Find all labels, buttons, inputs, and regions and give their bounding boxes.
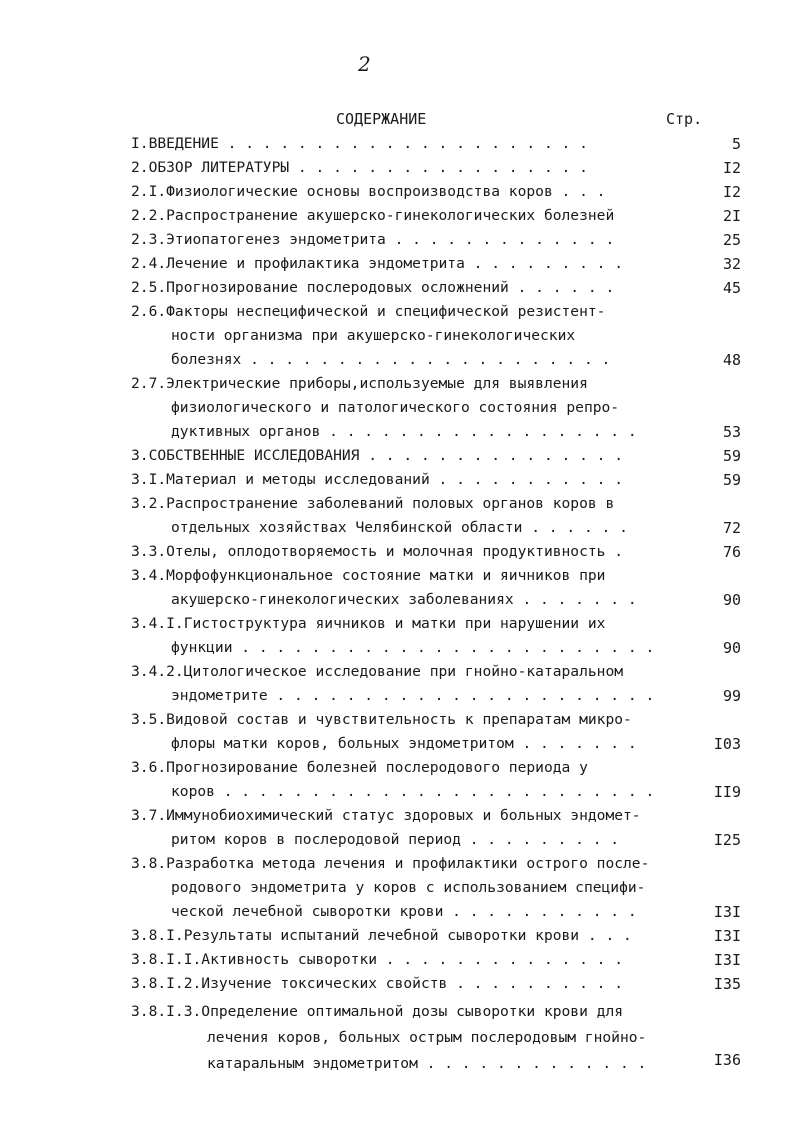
toc-entry-line: I.ВВЕДЕНИЕ . . . . . . . . . . . . . . . . . . . . . [131,135,588,152]
toc-entry-page: 76 [722,543,741,561]
toc-entry-page: 90 [722,591,741,609]
toc-entry-page: 90 [722,639,741,657]
toc-entry-line: 3.8.Разработка метода лечения и профилактики острого после- [131,855,650,872]
toc-entry-line: родового эндометрита у коров с использованием специфи- [171,879,646,896]
toc-entry-line: 3.5.Видовой состав и чувствительность к препаратам микро- [131,711,632,728]
toc-entry-line: эндометрите . . . . . . . . . . . . . . . . . . . . . . [171,687,655,704]
toc-entry-line: 2.2.Распространение акушерско-гинекологических болезней [131,207,615,224]
toc-entry-line: лечения коров, больных острым послеродовым гнойно- [207,1029,647,1046]
toc-entry-page: 48 [722,351,741,369]
toc-entry-line: коров . . . . . . . . . . . . . . . . . . . . . . . . . [171,783,655,800]
toc-entry-page: I25 [713,831,741,849]
toc-entry-line: 2.3.Этиопатогенез эндометрита . . . . . . . . . . . . . [131,231,615,248]
toc-entry-line: 2.6.Факторы неспецифической и специфической резистент- [131,303,606,320]
toc-entry-line: ритом коров в послеродовой период . . . . . . . . . [171,831,620,848]
toc-entry-page: II9 [713,783,741,801]
toc-entry-page: I2 [722,183,741,201]
toc-entry-page: 59 [722,471,741,489]
toc-entry-line: болезнях . . . . . . . . . . . . . . . . . . . . . [171,351,611,368]
toc-entry-page: 53 [722,423,741,441]
toc-entry-page: 32 [722,255,741,273]
toc-entry-line: 3.8.I.Результаты испытаний лечебной сыворотки крови . . . [131,927,632,944]
toc-entry-line: 2.5.Прогнозирование послеродовых осложнений . . . . . . [131,279,615,296]
toc-entry-page: 5 [731,135,741,153]
toc-entry-line: 3.I.Материал и методы исследований . . . . . . . . . . . [131,471,624,488]
toc-entry-line: 3.8.I.3.Определение оптимальной дозы сыворотки крови для [131,1003,624,1020]
toc-entry-line: 2.4.Лечение и профилактика эндометрита . . . . . . . . . [131,255,624,272]
toc-entry-page: I35 [713,975,741,993]
pages-column-header: Стр. [666,110,703,128]
page-number: 2 [358,52,371,76]
toc-entry-page: 72 [722,519,741,537]
toc-entry-page: I2 [722,159,741,177]
toc-entry-page: I3I [713,951,741,969]
toc-entry-line: 3.6.Прогнозирование болезней послеродового периода у [131,759,588,776]
toc-entry-page: I03 [713,735,741,753]
toc-entry-line: 3.4.I.Гистоструктура яичников и матки при нарушении их [131,615,606,632]
toc-entry-line: 3.2.Распространение заболеваний половых органов коров в [131,495,615,512]
toc-entry-line: 2.7.Электрические приборы,используемые для выявления [131,375,588,392]
toc-entry-line: дуктивных органов . . . . . . . . . . . . . . . . . . [171,423,637,440]
toc-entry-line: 3.4.Морфофункциональное состояние матки и яичников при [131,567,606,584]
toc-entry-line: 3.3.Отелы, оплодотворяемость и молочная продуктивность . [131,543,624,560]
toc-entry-page: 99 [722,687,741,705]
toc-entry-page: 2I [722,207,741,225]
toc-entry-line: катаральным эндометритом . . . . . . . . . . . . . [207,1055,647,1072]
toc-entry-line: физиологического и патологического состояния репро- [171,399,620,416]
toc-entry-page: I3I [713,927,741,945]
toc-entry-line: 3.8.I.2.Изучение токсических свойств . . . . . . . . . . [131,975,624,992]
toc-entry-line: функции . . . . . . . . . . . . . . . . . . . . . . . . [171,639,655,656]
toc-entry-line: 3.4.2.Цитологическое исследование при гнойно-катаральном [131,663,624,680]
toc-entry-line: 3.СОБСТВЕННЫЕ ИССЛЕДОВАНИЯ . . . . . . . . . . . . . . . [131,447,624,464]
contents-title: СОДЕРЖАНИЕ [336,110,427,128]
toc-entry-line: акушерско-гинекологических заболеваниях . . . . . . . [171,591,637,608]
toc-entry-page: 59 [722,447,741,465]
toc-entry-line: 3.7.Иммунобиохимический статус здоровых и больных эндомет- [131,807,641,824]
toc-entry-page: 25 [722,231,741,249]
toc-entry-line: 2.I.Физиологические основы воспроизводства коров . . . [131,183,606,200]
toc-entry-page: 45 [722,279,741,297]
toc-entry-line: ческой лечебной сыворотки крови . . . . . . . . . . . [171,903,637,920]
toc-entry-page: I3I [713,903,741,921]
toc-entry-line: ности организма при акушерско-гинекологических [171,327,576,344]
toc-entry-line: отдельных хозяйствах Челябинской области . . . . . . [171,519,628,536]
toc-entry-line: флоры матки коров, больных эндометритом . . . . . . . [171,735,637,752]
toc-entry-page: I36 [713,1051,741,1069]
toc-entry-line: 2.ОБЗОР ЛИТЕРАТУРЫ . . . . . . . . . . . . . . . . . [131,159,588,176]
toc-entry-line: 3.8.I.I.Активность сыворотки . . . . . . . . . . . . . . [131,951,624,968]
